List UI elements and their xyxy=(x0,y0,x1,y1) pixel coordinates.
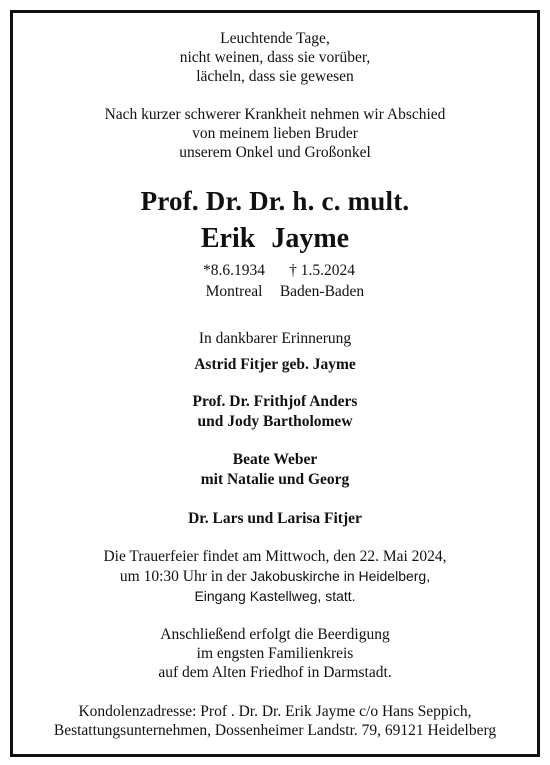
birth-date: *8.6.1934 xyxy=(203,262,265,279)
funeral-line-2-a: um 10:30 Uhr in der xyxy=(119,568,251,585)
death-place: Baden-Baden xyxy=(279,283,365,300)
intro-line-1: Nach kurzer schwerer Krankheit nehmen wir Abschied xyxy=(104,106,446,123)
funeral-line-2 xyxy=(13,568,537,586)
death-date: † 1.5.2024 xyxy=(289,262,355,279)
mourner-group-2-line-1: Prof. Dr. Frithjof Anders xyxy=(192,393,358,410)
burial-line-2: im engsten Familienkreis xyxy=(196,645,354,662)
poem-line-3: lächeln, dass sie gewesen xyxy=(196,68,354,85)
address-line-1: Kondolenzadresse: Prof . Dr. Dr. Erik Jayme c/o Hans Seppich, xyxy=(78,703,472,720)
mourner-group-4: Dr. Lars und Larisa Fitjer xyxy=(188,510,362,527)
funeral-church: Jakobuskirche in Heidelberg, xyxy=(250,568,431,584)
address-line-2: Bestattungsunternehmen, Dossenheimer Landstr. 79, 69121 Heidelberg xyxy=(53,722,497,739)
mourner-group-3-line-2: mit Natalie und Georg xyxy=(200,471,350,488)
deceased-first-name: Erik xyxy=(200,223,256,254)
deceased-last-name: Jayme xyxy=(271,223,350,254)
deceased-title: Prof. Dr. Dr. h. c. mult. xyxy=(140,186,410,216)
mourner-group-3-line-1: Beate Weber xyxy=(232,451,318,468)
mourners-intro: In dankbarer Erinnerung xyxy=(198,330,352,347)
burial-line-1: Anschließend erfolgt die Beerdigung xyxy=(160,626,390,643)
mourner-group-1: Astrid Fitjer geb. Jayme xyxy=(194,356,356,373)
poem-line-2: nicht weinen, dass sie vorüber, xyxy=(179,49,371,66)
obituary-notice xyxy=(10,10,540,757)
birth-place: Montreal xyxy=(205,283,263,300)
intro-line-3: unserem Onkel und Großonkel xyxy=(179,144,371,161)
poem-line-1: Leuchtende Tage, xyxy=(220,30,330,47)
funeral-line-3: Eingang Kastellweg, statt. xyxy=(194,588,356,604)
intro-line-2: von meinem lieben Bruder xyxy=(192,125,358,142)
funeral-line-1: Die Trauerfeier findet am Mittwoch, den 22. Mai 2024, xyxy=(103,548,447,565)
mourner-group-2-line-2: und Jody Bartholomew xyxy=(197,413,353,430)
deceased-name xyxy=(13,223,537,255)
burial-line-3: auf dem Alten Friedhof in Darmstadt. xyxy=(158,664,392,681)
